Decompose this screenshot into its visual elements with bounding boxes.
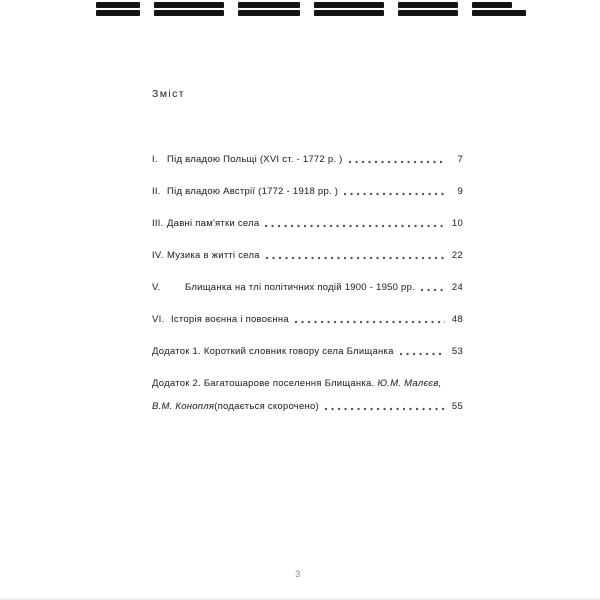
toc-entry-title: Під владою Польщі (XVI ст. - 1772 р. ) [167, 154, 343, 165]
page-title: Зміст [152, 88, 185, 100]
toc-entry [152, 217, 463, 230]
toc-entry-title: Давні пам'ятки села [167, 218, 260, 229]
toc-entry-page: 9 [457, 186, 463, 197]
toc-entry-title: Блищанка на тлі політичних подій 1900 - 1950 рр. [185, 282, 416, 293]
dot-leader [265, 224, 445, 228]
toc-entry-page: 24 [451, 282, 463, 293]
toc-entry-numeral: V. [152, 282, 161, 293]
toc-entry [152, 249, 463, 262]
scan-artifact-row-2 [96, 10, 526, 16]
toc-entry-page: 7 [457, 154, 463, 165]
dot-leader [349, 160, 445, 164]
folio-page-number: 3 [295, 569, 301, 579]
toc-entry-numeral: ІІІ. [152, 218, 164, 229]
toc-entry-title-line1 [152, 377, 463, 390]
dot-leader [400, 352, 445, 356]
toc-entry [152, 185, 463, 198]
toc-entry-title: Музика в житті села [167, 250, 260, 261]
toc-entry-page: 22 [451, 250, 463, 261]
toc-entry-numeral: І. [152, 154, 158, 165]
toc-entry-numeral: ІV. [152, 250, 164, 261]
toc-entry-page: 53 [451, 346, 463, 357]
dot-leader [295, 320, 445, 324]
toc-entry-title: Під владою Австрії (1772 - 1918 рр. ) [167, 186, 339, 197]
dot-leader [325, 407, 445, 411]
toc-entry-title-line2 [152, 400, 463, 413]
toc-entry [152, 345, 463, 358]
toc-entry [152, 313, 463, 326]
toc-entry-title: Додаток 1. Короткий словник говору села Блищанка [152, 346, 394, 357]
toc-entry-title: Історія воєнна і повоєнна [171, 314, 289, 325]
toc-entry-page: 55 [451, 401, 463, 412]
toc-entry-note: (подається скорочено) [214, 401, 319, 412]
dot-leader [344, 192, 445, 196]
scan-artifact-row-1 [96, 2, 526, 8]
dot-leader [421, 288, 445, 292]
toc-entry-page: 10 [451, 218, 463, 229]
toc-entry [152, 153, 463, 166]
toc-entry-authors: Ю.М. Малєєв, [377, 378, 442, 389]
dot-leader [266, 256, 445, 260]
toc-entry-page: 48 [451, 314, 463, 325]
toc-entry-numeral: VІ. [152, 314, 165, 325]
toc-entry-authors: В.М. Конопля [152, 401, 215, 412]
scan-artifact-marks [96, 2, 526, 18]
table-of-contents [152, 153, 463, 413]
toc-entry-numeral: ІІ. [152, 186, 161, 197]
toc-entry [152, 377, 463, 413]
toc-entry [152, 281, 463, 294]
toc-entry-title: Додаток 2. Багатошарове поселення Блищанка. [152, 378, 375, 389]
